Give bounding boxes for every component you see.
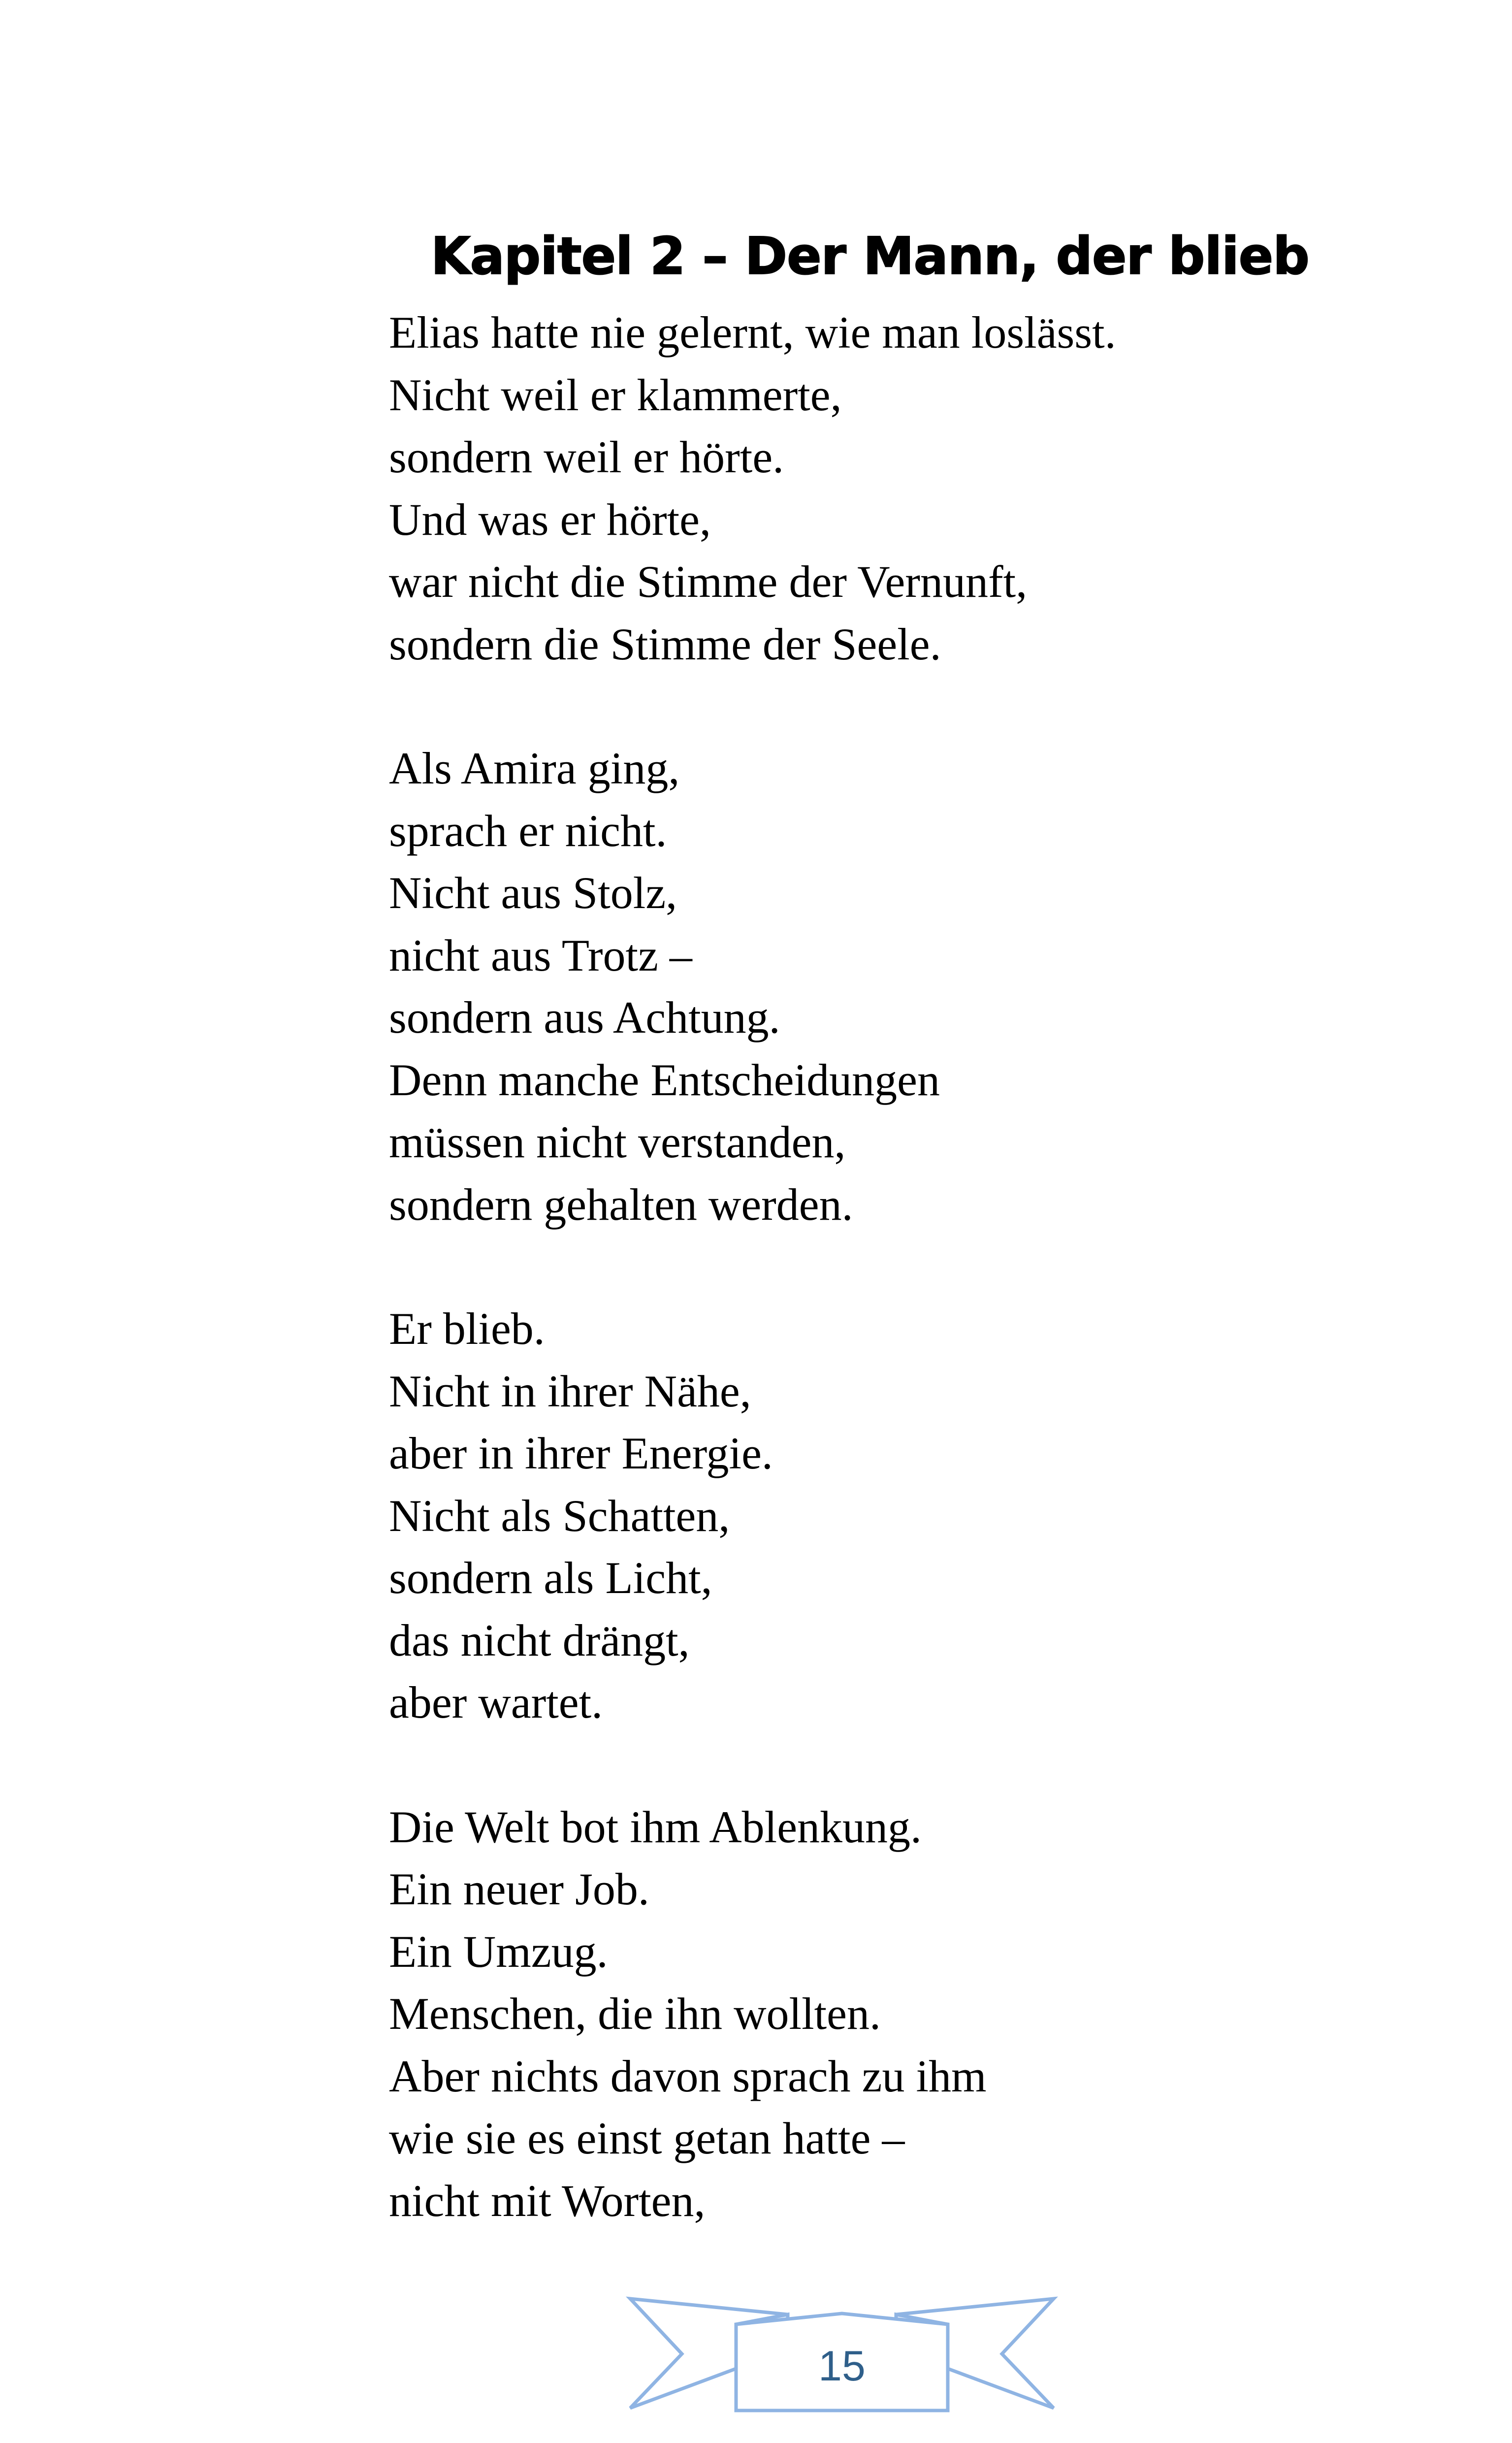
stanza-4 [389, 1796, 1374, 2232]
poem-line: Elias hatte nie gelernt, wie man loslässt. [389, 307, 1116, 358]
poem-line: sondern aus Achtung. [389, 992, 780, 1042]
poem-line: sondern die Stimme der Seele. [389, 619, 941, 669]
poem-line: nicht mit Worten, [389, 2175, 706, 2226]
poem-line: Und was er hörte, [389, 494, 711, 545]
poem-body [389, 301, 1374, 2294]
poem-line: Nicht weil er klammerte, [389, 369, 842, 420]
chapter-title: Kapitel 2 – Der Mann, der blieb [431, 226, 1309, 286]
poem-line: wie sie es einst getan hatte – [389, 2113, 905, 2163]
poem-line: Nicht als Schatten, [389, 1490, 730, 1541]
poem-line: Aber nichts davon sprach zu ihm [389, 2051, 987, 2101]
poem-line: sondern gehalten werden. [389, 1179, 853, 1230]
stanza-3 [389, 1298, 1374, 1734]
poem-line: aber wartet. [389, 1677, 603, 1727]
poem-line: Ein neuer Job. [389, 1864, 649, 1914]
stanza-1 [389, 301, 1374, 675]
poem-line: Er blieb. [389, 1303, 545, 1354]
poem-line: Menschen, die ihn wollten. [389, 1988, 881, 2039]
poem-line: das nicht drängt, [389, 1615, 690, 1665]
poem-line: sprach er nicht. [389, 805, 667, 856]
poem-line: Nicht in ihrer Nähe, [389, 1366, 751, 1416]
poem-line: war nicht die Stimme der Vernunft, [389, 556, 1028, 607]
poem-line: Ein Umzug. [389, 1926, 608, 1977]
poem-line: aber in ihrer Energie. [389, 1428, 773, 1478]
poem-line: sondern weil er hörte. [389, 432, 784, 482]
poem-line: Die Welt bot ihm Ablenkung. [389, 1801, 922, 1852]
poem-line: Nicht aus Stolz, [389, 868, 677, 918]
poem-line: nicht aus Trotz – [389, 930, 692, 980]
poem-line: Denn manche Entscheidungen [389, 1054, 940, 1105]
poem-line: müssen nicht verstanden, [389, 1117, 846, 1167]
page-number: 15 [818, 2343, 866, 2390]
poem-line: Als Amira ging, [389, 743, 680, 793]
poem-line: sondern als Licht, [389, 1553, 712, 1603]
stanza-2 [389, 737, 1374, 1236]
